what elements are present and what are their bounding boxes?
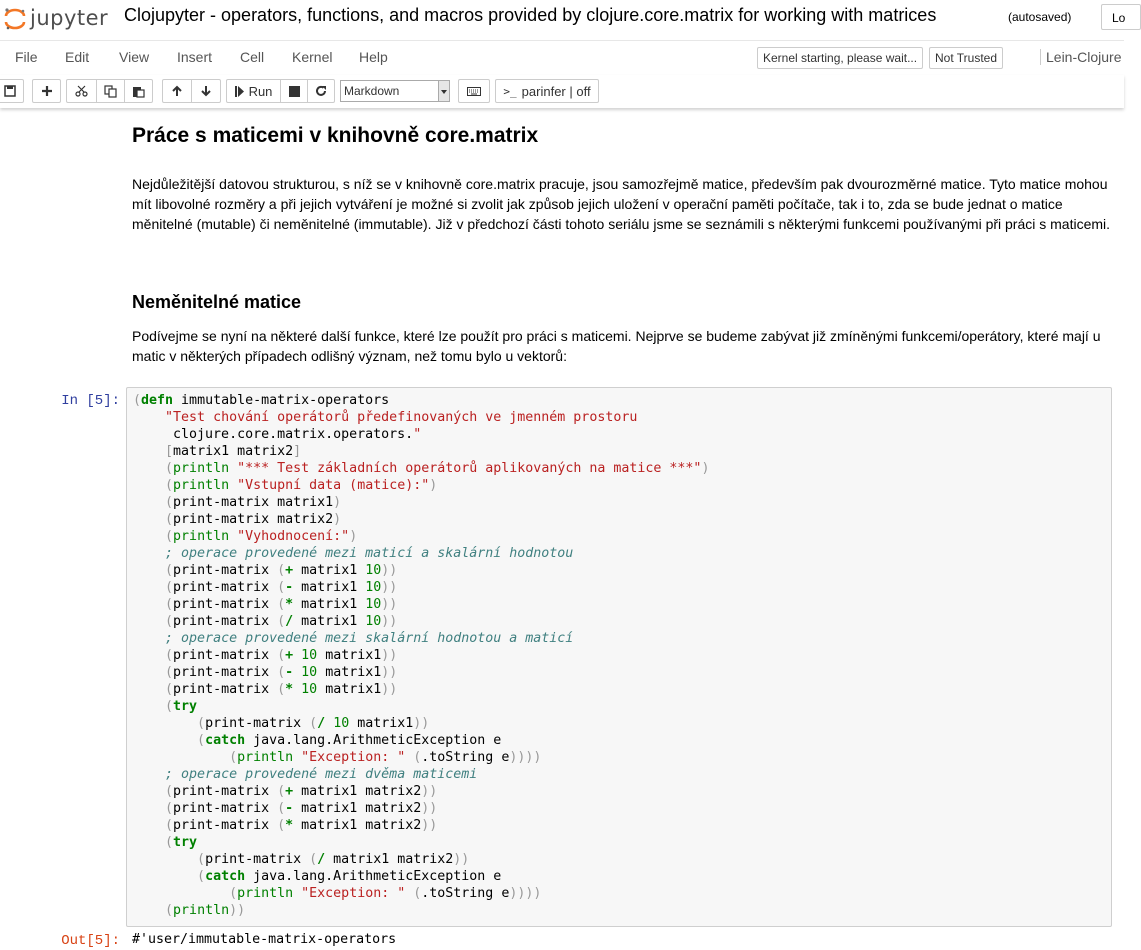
menubar <box>0 40 1124 76</box>
paste-icon <box>132 85 145 98</box>
save-icon <box>4 85 16 97</box>
logo-text: jupyter <box>30 6 109 30</box>
heading-immutable-matrices: Neměnitelné matice <box>132 292 302 312</box>
parinfer-toggle-button[interactable] <box>495 79 599 103</box>
code-cell-source[interactable]: (defn immutable-matrix-operators "Test chování operátorů předefinovaných ve jmenném prostoru clojure.core.matrix.operators." [matrix1 matrix2] (println "*** Test základních operátorů aplikovaných na matice ***") (println "Vstupní data (matice):") (print-matrix matrix1) (print-matrix matrix2) (println "Vyhodnocení:") ; operace provedené mezi maticí a skalární hodnotou (print-matrix (+ matrix1 10)) (print-matrix (- matrix1 10)) (print-matrix (* matrix1 10)) (print-matrix (/ matrix1 10)) ; operace provedené mezi skalární hodnotou a maticí (print-matrix (+ 10 matrix1)) (print-matrix (- 10 matrix1)) (print-matrix (* 10 matrix1)) (try (print-matrix (/ 10 matrix1)) (catch java.lang.ArithmeticException e (println "Exception: " (.toString e)))) ; operace provedené mezi dvěma maticemi (print-matrix (+ matrix1 matrix2)) (print-matrix (- matrix1 matrix2)) (print-matrix (* matrix1 matrix2)) (try (print-matrix (/ matrix1 matrix2)) (catch java.lang.ArithmeticException e (println "Exception: " (.toString e)))) (println)) <box>133 393 710 918</box>
menu-file[interactable]: File <box>15 49 38 65</box>
trust-status-button[interactable]: Not Trusted <box>929 47 1003 69</box>
restart-button[interactable] <box>307 79 335 103</box>
input-prompt: In [5]: <box>61 393 120 409</box>
output-prompt: Out[5]: <box>61 933 120 949</box>
keyboard-icon <box>467 87 481 96</box>
menu-cell[interactable]: Cell <box>240 49 265 65</box>
heading-matrices: Práce s maticemi v knihovně core.matrix <box>132 124 539 147</box>
toolbar <box>0 75 1124 108</box>
kernel-name: Lein-Clojure <box>1040 49 1121 65</box>
run-label: Run <box>248 83 273 99</box>
save-button[interactable] <box>0 79 24 103</box>
jupyter-logo[interactable] <box>4 4 108 32</box>
interrupt-button[interactable] <box>280 79 308 103</box>
header <box>0 0 1124 38</box>
cut-icon <box>75 85 88 97</box>
move-down-button[interactable] <box>191 79 221 103</box>
menu-help[interactable]: Help <box>359 49 388 65</box>
edit-button-group <box>66 79 153 103</box>
chevron-down-icon <box>438 81 449 101</box>
arrow-down-icon <box>200 85 212 97</box>
copy-button[interactable] <box>96 79 125 103</box>
notebook-title[interactable]: Clojupyter - operators, functions, and macros provided by clojure.core.matrix for working with matrices <box>124 5 937 25</box>
move-button-group <box>162 79 221 103</box>
plus-icon <box>41 85 53 97</box>
markdown-paragraph-intro: Nejdůležitější datovou strukturou, s níž se v knihovně core.matrix pracuje, jsou samozřejmě matice, především pak dvourozměrné matice. Tyto matice mohou mít libovolné rozměry a při jejich vytváření je možné si zvolit jak způsob jejich uložení v operační paměti počítače, tak i to, zda se bude jednat o matice měnitelné (mutable) či neměnitelné (immutable). Již v předchozí části tohoto seriálu jsme se seznámili s některými funkcemi používanými při práci s maticemi. <box>132 176 1111 232</box>
run-button[interactable] <box>226 79 281 103</box>
logout-button[interactable]: Lo <box>1101 4 1141 30</box>
autosave-status: (autosaved) <box>1008 10 1072 24</box>
kernel-status-indicator: Kernel starting, please wait... <box>757 47 923 69</box>
move-up-button[interactable] <box>162 79 192 103</box>
copy-icon <box>104 85 117 98</box>
cell-type-select[interactable] <box>340 80 450 102</box>
menu-edit[interactable]: Edit <box>65 49 90 65</box>
command-palette-button[interactable] <box>458 79 490 103</box>
parinfer-label: parinfer | off <box>521 83 591 99</box>
insert-cell-button[interactable] <box>32 79 61 103</box>
run-icon <box>235 86 244 97</box>
stop-icon <box>289 86 300 97</box>
cell-type-value: Markdown <box>344 84 400 98</box>
paste-button[interactable] <box>124 79 153 103</box>
arrow-up-icon <box>171 85 183 97</box>
run-button-group <box>226 79 335 103</box>
markdown-paragraph-operators: Podívejme se nyní na některé další funkce, které lze použít pro práci s maticemi. Nejprve se budeme zabývat již zmíněnými funkcemi/operátory, které mají u matic v některých případech odlišný význam, než tomu bylo u vektorů: <box>132 328 1101 364</box>
menu-view[interactable]: View <box>119 49 150 65</box>
cell-output: #'user/immutable-matrix-operators <box>132 932 397 947</box>
menu-insert[interactable]: Insert <box>177 49 213 65</box>
terminal-icon: >_ <box>503 84 517 98</box>
cut-button[interactable] <box>66 79 97 103</box>
jupyter-logo-icon <box>4 7 26 29</box>
restart-icon <box>315 85 327 97</box>
menu-kernel[interactable]: Kernel <box>292 49 333 65</box>
